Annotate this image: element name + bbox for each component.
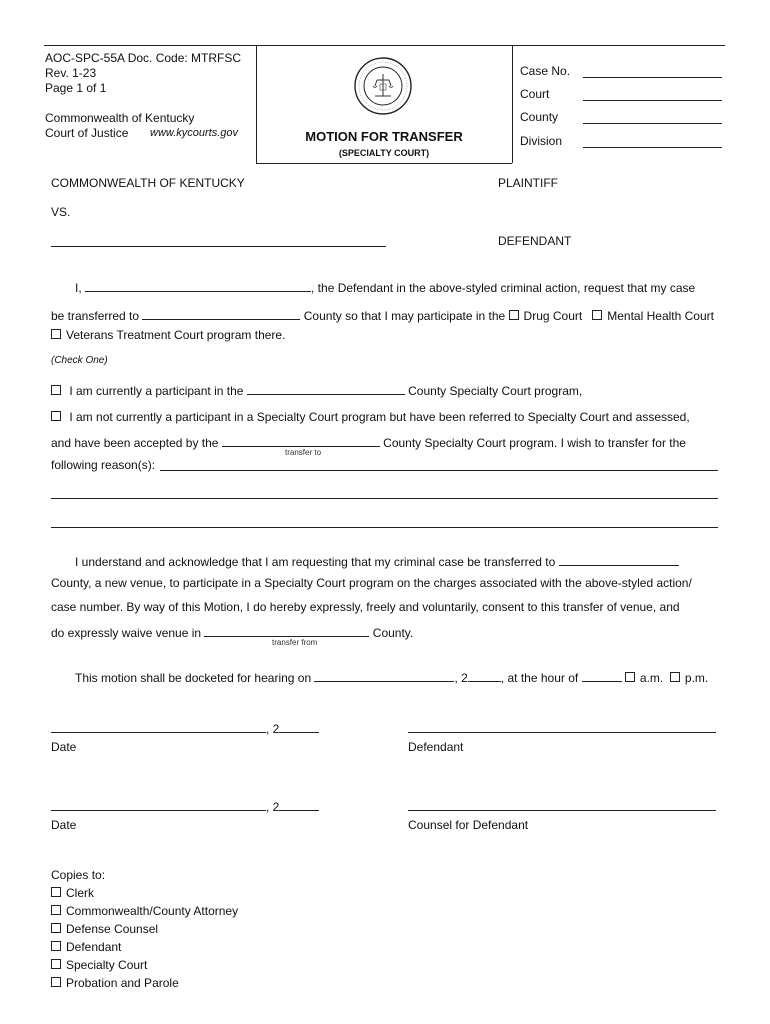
copy-specialty-court-checkbox[interactable]: [51, 959, 61, 969]
form-revision: Rev. 1-23: [45, 66, 97, 80]
form-title: MOTION FOR TRANSFER: [305, 129, 463, 144]
copy-item-attorney: [51, 904, 238, 918]
reasons-label: following reason(s):: [51, 458, 156, 472]
option2-text-a: I am not currently a participant in a Specialty Court program but have been referred to Specialty Court and assessed,: [69, 410, 690, 424]
option-not-participant-line1: [51, 410, 690, 424]
option2-text-c: County Specialty Court program. I wish to transfer for the: [383, 436, 686, 450]
pm-label: p.m.: [684, 671, 709, 685]
option2-text-b: and have been accepted by the: [51, 436, 219, 450]
accepted-county-input[interactable]: [222, 434, 380, 447]
veterans-court-label: Veterans Treatment Court program there.: [66, 328, 286, 342]
copy-item-label: Commonwealth/County Attorney: [66, 904, 239, 918]
header-divider-right: [512, 45, 513, 163]
court-label: Court: [520, 87, 550, 101]
copy-item-label: Clerk: [66, 886, 95, 900]
hearing-text-c: , at the hour of: [500, 671, 579, 685]
date-2-label: Date: [51, 818, 77, 832]
copy-probation-checkbox[interactable]: [51, 977, 61, 987]
date-2-year-prefix: , 2: [266, 800, 280, 814]
drug-court-label: Drug Court: [523, 309, 583, 323]
acknowledge-line4: [51, 624, 413, 640]
option-current-participant: [51, 382, 582, 398]
hearing-hour-input[interactable]: [582, 669, 622, 682]
defendant-signature-line[interactable]: [408, 720, 716, 733]
caption-commonwealth: COMMONWEALTH OF KENTUCKY: [51, 176, 245, 190]
date-1-year-prefix: , 2: [266, 722, 280, 736]
ack-text-c: case number. By way of this Motion, I do hereby expressly, freely and voluntarily, consent to this transfer of venue, and: [51, 600, 680, 614]
header-title-bottom-rule: [256, 163, 512, 164]
division-field[interactable]: [583, 137, 722, 148]
copy-item-defendant: [51, 940, 121, 954]
mental-health-court-label: Mental Health Court: [607, 309, 714, 323]
reasons-line-2[interactable]: [51, 486, 718, 499]
counsel-signature-label: Counsel for Defendant: [408, 818, 529, 832]
option1-text-a: I am currently a participant in the: [69, 384, 244, 398]
signature-date-row-1: [51, 720, 319, 736]
mental-health-court-checkbox[interactable]: [592, 310, 602, 320]
date-1-input[interactable]: [51, 720, 266, 733]
header-top-rule: [44, 45, 725, 46]
hearing-text-a: This motion shall be docketed for hearing on: [75, 671, 312, 685]
ack-text-b: County, a new venue, to participate in a Specialty Court program on the charges associated with the above-styled action/: [51, 576, 692, 590]
ack-text-d: do expressly waive venue in: [51, 626, 202, 640]
ack-text-a: I understand and acknowledge that I am requesting that my criminal case be transferred to: [75, 555, 556, 569]
hearing-line: [75, 669, 708, 685]
transfer-county-input[interactable]: [142, 307, 300, 320]
hearing-date-input[interactable]: [314, 669, 454, 682]
ack-text-e: County.: [372, 626, 414, 640]
copy-defense-counsel-checkbox[interactable]: [51, 923, 61, 933]
transfer-from-caption: transfer from: [272, 638, 318, 647]
caption-plaintiff: PLAINTIFF: [498, 176, 559, 190]
veterans-court-checkbox[interactable]: [51, 329, 61, 339]
copy-item-probation: [51, 976, 179, 990]
p1-request-text: , the Defendant in the above-styled criminal action, request that my case: [311, 281, 696, 295]
commonwealth-label: Commonwealth of Kentucky: [45, 111, 195, 125]
copy-item-label: Specialty Court: [66, 958, 148, 972]
am-checkbox[interactable]: [625, 672, 635, 682]
date-2-year-input[interactable]: [279, 798, 319, 811]
current-participant-checkbox[interactable]: [51, 385, 61, 395]
check-one-note: (Check One): [51, 355, 108, 366]
p1-i-label: I,: [75, 281, 82, 295]
copy-clerk-checkbox[interactable]: [51, 887, 61, 897]
paragraph-request-line1: [75, 279, 695, 295]
caption-vs: VS.: [51, 205, 71, 219]
form-code: AOC-SPC-55A Doc. Code: MTRFSC: [45, 51, 242, 65]
defendant-name-field[interactable]: [51, 234, 386, 247]
form-subtitle: (SPECIALTY COURT): [338, 148, 430, 158]
hearing-text-b: , 2: [454, 671, 468, 685]
kentucky-seal-icon: [353, 56, 413, 116]
copies-label: Copies to:: [51, 868, 106, 882]
caption-defendant: DEFENDANT: [498, 234, 572, 248]
court-field[interactable]: [583, 90, 722, 101]
copy-defendant-checkbox[interactable]: [51, 941, 61, 951]
waive-venue-county-input[interactable]: [204, 624, 369, 637]
defendant-signature-label: Defendant: [408, 740, 464, 754]
date-2-input[interactable]: [51, 798, 266, 811]
option1-text-b: County Specialty Court program,: [408, 384, 583, 398]
option-not-participant-line2: [51, 434, 686, 450]
court-of-justice-label: Court of Justice: [45, 126, 129, 140]
case-no-label: Case No.: [520, 64, 571, 78]
signature-date-row-2: [51, 798, 319, 814]
website: www.kycourts.gov: [150, 127, 239, 139]
paragraph-request-line3: [51, 328, 285, 342]
transfer-to-caption: transfer to: [285, 448, 322, 457]
pm-checkbox[interactable]: [670, 672, 680, 682]
reasons-line-1[interactable]: [160, 458, 718, 471]
counsel-signature-line[interactable]: [408, 798, 716, 811]
county-field[interactable]: [583, 113, 722, 124]
county-label: County: [520, 110, 559, 124]
drug-court-checkbox[interactable]: [509, 310, 519, 320]
p1-transferred-text: be transferred to: [51, 309, 140, 323]
case-no-field[interactable]: [583, 67, 722, 78]
division-label: Division: [520, 134, 563, 148]
current-county-input[interactable]: [247, 382, 405, 395]
date-1-year-input[interactable]: [279, 720, 319, 733]
defendant-name-input[interactable]: [85, 279, 311, 292]
acknowledge-line1: [75, 553, 679, 569]
reasons-line-3[interactable]: [51, 515, 718, 528]
copy-item-label: Defendant: [66, 940, 122, 954]
date-1-label: Date: [51, 740, 77, 754]
transfer-to-county-input[interactable]: [559, 553, 679, 566]
copy-item-label: Probation and Parole: [66, 976, 179, 990]
p1-county-text: County so that I may participate in the: [303, 309, 506, 323]
copy-item-label: Defense Counsel: [66, 922, 159, 936]
am-label: a.m.: [639, 671, 664, 685]
not-participant-checkbox[interactable]: [51, 411, 61, 421]
copy-item-specialty-court: [51, 958, 147, 972]
copy-attorney-checkbox[interactable]: [51, 905, 61, 915]
copy-item-defense-counsel: [51, 922, 158, 936]
copy-item-clerk: [51, 886, 94, 900]
paragraph-request-line2: [51, 307, 714, 323]
header-divider-left: [256, 45, 257, 163]
page-number: Page 1 of 1: [45, 81, 107, 95]
hearing-year-input[interactable]: [468, 669, 501, 682]
